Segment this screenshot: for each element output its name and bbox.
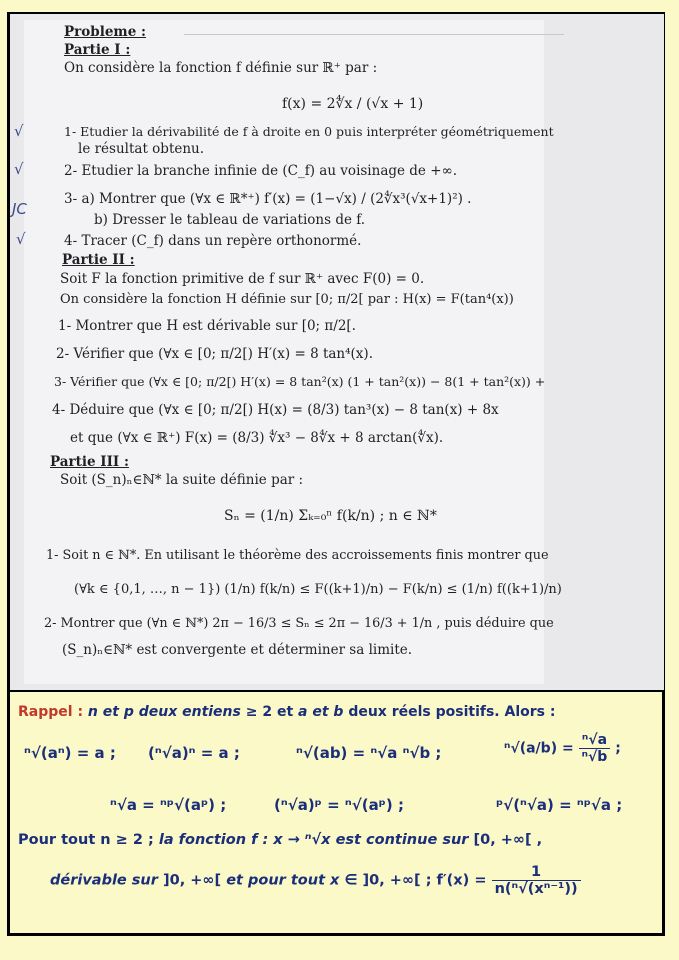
part3-formula: Sₙ = (1/n) Σₖ₌₀ⁿ f(k/n) ; n ∈ ℕ* [224,508,437,524]
part2-q1: 1- Montrer que H est dérivable sur [0; π/2[. [58,318,356,334]
part3-q2b: (S_n)ₙ∈ℕ* est convergente et déterminer sa limite. [62,642,413,658]
handwritten-mark: JC [12,200,27,218]
part2-line2: On considère la fonction H définie sur [0; π/2[ par : H(x) = F(tan⁴(x)) [60,292,514,307]
rappel-formula-6: (ⁿ√a)ᵖ = ⁿ√(aᵖ) ; [274,796,404,814]
exam-photo [10,14,664,690]
part1-q3b: b) Dresser le tableau de variations de f. [94,212,366,228]
rappel-derivative [50,864,581,897]
part1-q3a: 3- a) Montrer que (∀x ∈ ℝ*⁺) f′(x) = (1−√x) / (2∜x³(√x+1)²) . [64,191,472,207]
top-ruler [184,24,564,35]
part1-q1-line1: 1- Etudier la dérivabilité de f à droite en 0 puis interpréter géométriquement [64,124,554,139]
rappel-derivative-a: dérivable sur [50,872,158,889]
rappel-intro-cond: ≥ 2 et [245,704,294,720]
part3-q1: 1- Soit n ∈ ℕ*. En utilisant le théorème des accroissements finis montrer que [46,548,549,563]
rappel-continuity-b: la fonction f : x → ⁿ√x est continue sur [158,832,469,848]
rappel-continuity-c: [0, +∞[ , [473,832,543,848]
part1-q4: 4- Tracer (C_f) dans un repère orthonormé. [64,233,362,249]
part2-q3: 3- Vérifier que (∀x ∈ [0; π/2[) H′(x) = 8 tan²(x) (1 + tan²(x)) − 8(1 + tan²(x)) + [54,374,546,389]
part2-q4b: et que (∀x ∈ ℝ⁺) F(x) = (8/3) ∜x³ − 8∜x + 8 arctan(∜x). [70,430,444,446]
part3-heading: Partie III : [50,454,129,470]
part3-q2: 2- Montrer que (∀n ∈ ℕ*) 2π − 16/3 ≤ Sₙ ≤ 2π − 16/3 + 1/n , puis déduire que [44,616,554,631]
part1-heading: Partie I : [64,42,131,58]
rappel-continuity-a: Pour tout n ≥ 2 ; [18,832,154,848]
rappel-derivative-den: n(ⁿ√(xⁿ⁻¹)) [494,881,578,897]
part2-q4: 4- Déduire que (∀x ∈ [0; π/2[) H(x) = (8/3) tan³(x) − 8 tan(x) + 8x [52,402,499,418]
rappel-derivative-num: 1 [492,864,581,881]
part3-q1-formula: (∀k ∈ {0,1, …, n − 1}) (1/n) f(k/n) ≤ F((k+1)/n) − F(k/n) ≤ (1/n) f((k+1)/n) [74,582,562,597]
rappel-formula-1: ⁿ√(aⁿ) = a ; [24,744,116,762]
rappel-intro-vars: n et p deux entiens [87,704,241,720]
rappel-label: Rappel : [18,704,84,720]
rappel-formula-4 [504,732,621,765]
rappel-derivative-b: ]0, +∞[ [162,872,222,889]
check-mark-icon: √ [16,230,26,248]
part2-heading: Partie II : [62,252,135,268]
rappel-formula-3: ⁿ√(ab) = ⁿ√a ⁿ√b ; [296,744,442,762]
part2-line1: Soit F la fonction primitive de f sur ℝ⁺ avec F(0) = 0. [60,271,425,287]
part1-formula: f(x) = 2∜x / (√x + 1) [282,96,424,112]
rappel-box [10,692,664,934]
check-mark-icon: √ [14,160,24,178]
rappel-formula-4-num: ⁿ√a [579,732,611,749]
rappel-formula-4-den: ⁿ√b [581,749,608,765]
rappel-derivative-d: ]0, +∞[ ; f′(x) = [362,872,487,889]
part1-q1-line2: le résultat obtenu. [78,141,205,157]
rappel-formula-7: ᵖ√(ⁿ√a) = ⁿᵖ√a ; [496,796,623,814]
check-mark-icon: √ [14,122,24,140]
rappel-derivative-fraction [492,864,581,897]
part3-line1: Soit (S_n)ₙ∈ℕ* la suite définie par : [60,472,304,488]
part1-q2: 2- Etudier la branche infinie de (C_f) au voisinage de +∞. [64,163,458,179]
rappel-formula-4-lhs: ⁿ√(a/b) = [504,740,574,757]
rappel-formula-5: ⁿ√a = ⁿᵖ√(aᵖ) ; [110,796,227,814]
part2-q2: 2- Vérifier que (∀x ∈ [0; π/2[) H′(x) = 8 tan⁴(x). [56,346,373,362]
rappel-formula-4-end: ; [615,740,621,757]
part1-intro: On considère la fonction f définie sur ℝ⁺ par : [64,60,378,76]
problem-title: Probleme : [64,24,146,40]
rappel-continuity [18,832,542,848]
rappel-derivative-c: et pour tout x ∈ [226,872,358,889]
rappel-formula-2: (ⁿ√a)ⁿ = a ; [148,744,240,762]
exam-paper [24,20,562,684]
rappel-intro-end: deux réels positifs. Alors : [348,704,556,720]
rappel-formula-4-fraction [579,732,611,765]
rappel-intro-ab: a et b [298,704,344,720]
